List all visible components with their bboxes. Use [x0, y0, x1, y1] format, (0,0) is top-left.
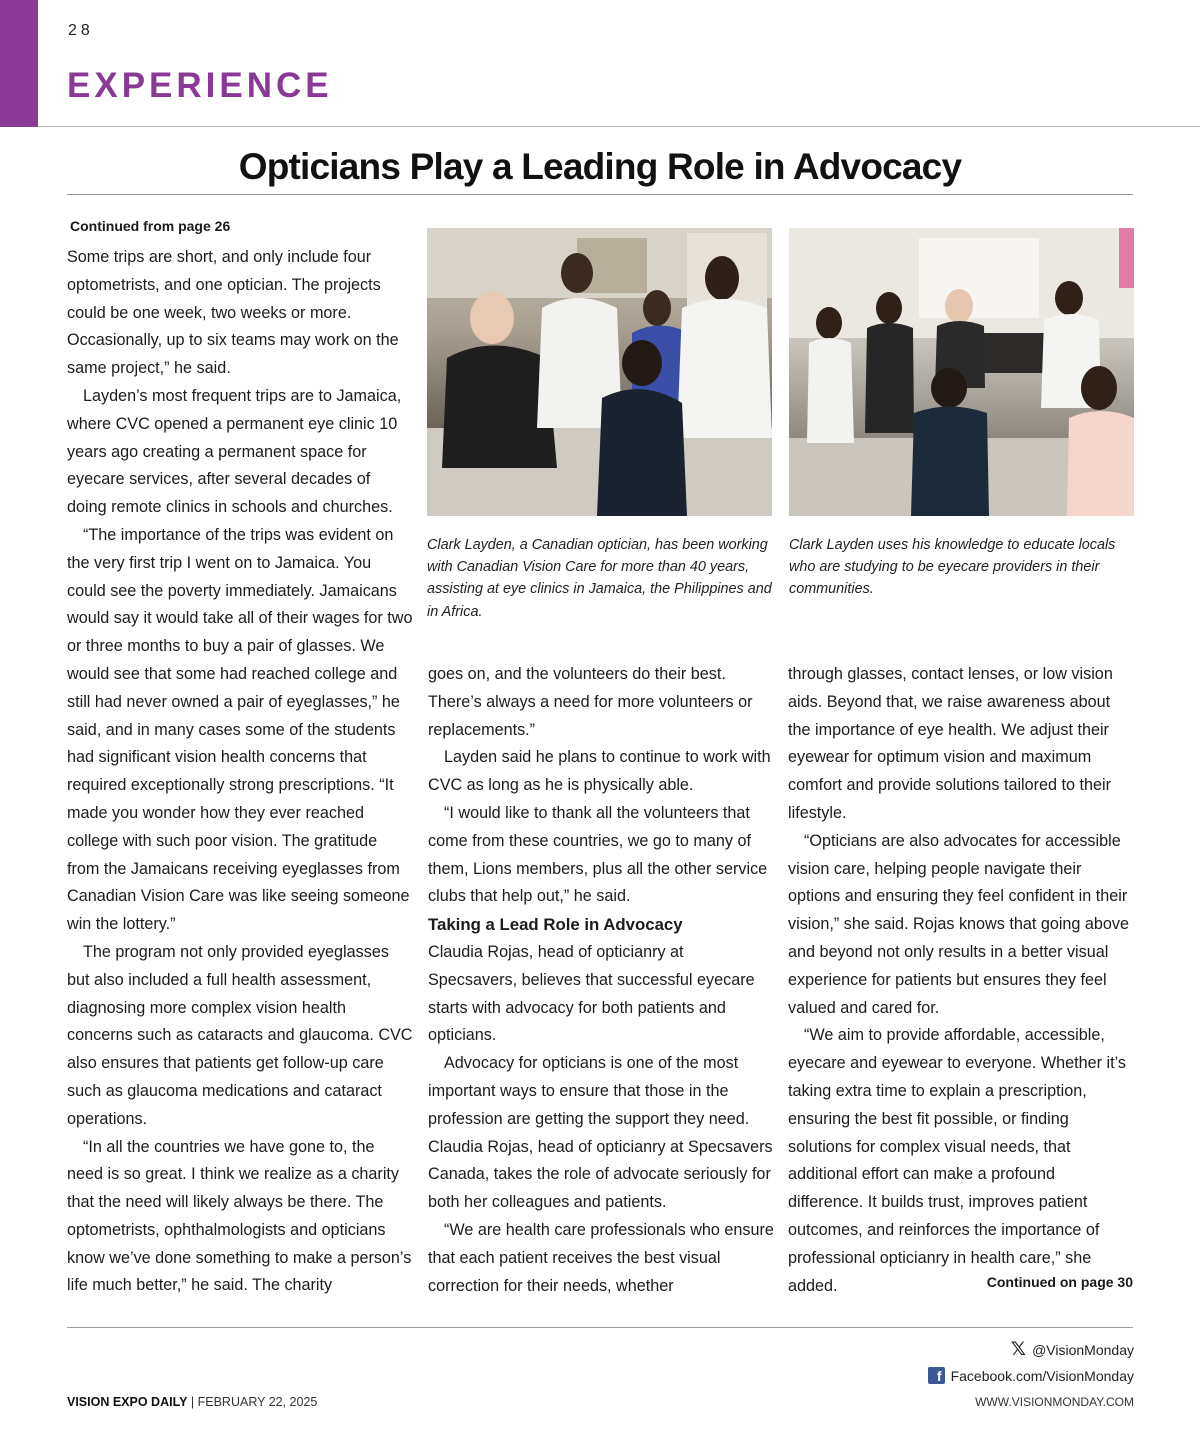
publication-line — [67, 1395, 317, 1409]
paragraph: Layden’s most frequent trips are to Jamaica, where CVC opened a permanent eye clinic 10 years ago creating a permanent space for eyecare services, after several decades of doing remote clinics in schools and churches. — [67, 386, 402, 517]
article-subhead: Taking a Lead Role in Advocacy — [428, 915, 683, 935]
paragraph: Some trips are short, and only include four optometrists, and one optician. The projects could be one week, two weeks or more. Occasionally, up to six teams may work on the same project,” he said. — [67, 248, 399, 378]
continued-from-note: Continued from page 26 — [70, 218, 231, 234]
continued-on-note: Continued on page 30 — [986, 1274, 1133, 1290]
paragraph: through glasses, contact lenses, or low vision aids. Beyond that, we raise awareness about the importance of eye health. We adjust their eyewear for optimum vision and maximum comfort and provide solutions tailored to their lifestyle. — [788, 665, 1113, 822]
paragraph: The program not only provided eyeglasses but also included a full health assessment, diagnosing more complex vision health concerns such as cataracts and glaucoma. CVC also ensures that patients get follow-up care such as glaucoma medications and cataract operations. — [67, 942, 413, 1128]
photo-caption-2: Clark Layden uses his knowledge to educate locals who are studying to be eyecare providers in their communities. — [789, 537, 1116, 598]
separator: | — [190, 1395, 198, 1409]
publication-date: FEBRUARY 22, 2025 — [197, 1395, 318, 1409]
article-column-1 — [67, 244, 413, 1300]
header-divider — [38, 126, 1200, 127]
website-link[interactable]: WWW.VISIONMONDAY.COM — [975, 1395, 1134, 1409]
paragraph: “The importance of the trips was evident on the very first trip I went on to Jamaica. You could see the poverty immediately. Jamaicans would say it would take all of their wages for two or three months to buy a pair of glasses. We would see that some had reached college and still had never owned a pair of eyeglasses,” he said, and in many cases some of the students had significant vision health concerns that required exceptionally strong prescriptions. “It made you wonder how they ever reached college with such poor vision. The gratitude from the Jamaicans receiving eyeglasses from Canadian Vision Care was like seeing someone win the lottery.” — [67, 525, 413, 934]
publication-name: VISION EXPO DAILY — [67, 1395, 188, 1409]
footer-divider — [67, 1327, 1133, 1328]
section-color-tab — [0, 0, 38, 127]
paragraph: goes on, and the volunteers do their best. There’s always a need for more volunteers or replacements.” — [428, 665, 753, 739]
paragraph: Claudia Rojas, head of opticianry at Specsavers, believes that successful eyecare starts with advocacy for both patients and opticians. — [428, 942, 755, 1045]
facebook-logo-icon: f — [928, 1367, 945, 1384]
section-title: EXPERIENCE — [67, 66, 333, 105]
article-column-3 — [788, 661, 1134, 1300]
paragraph: Layden said he plans to continue to work with CVC as long as he is physically able. — [428, 748, 771, 795]
article-headline: Opticians Play a Leading Role in Advocacy — [238, 146, 962, 187]
paragraph: “Opticians are also advocates for accessible vision care, helping people navigate their options and ensuring they feel confident in their vision,” she said. Rojas knows that going above and beyond not only results in a better visual experience for patients but ensures they feel valued and cared for. — [788, 831, 1130, 1017]
paragraph: “In all the countries we have gone to, the need is so great. I think we realize as a charity that the need will likely always be there. The optometrists, ophthalmologists and opticians know we’ve done something to make a person’s life much better,” he said. The charity — [67, 1137, 412, 1295]
page-number: 28 — [68, 22, 94, 39]
twitter-handle-text: @VisionMonday — [1032, 1342, 1134, 1358]
headline-divider — [67, 194, 1133, 195]
article-column-2 — [428, 661, 774, 1300]
paragraph: Advocacy for opticians is one of the most important ways to ensure that those in the profession are getting the support they need. Claudia Rojas, head of opticianry at Specsavers Canada, takes the role of advocate seriously for both her colleagues and patients. — [428, 1054, 773, 1212]
paragraph: “I would like to thank all the volunteers that come from these countries, we go to many of them, Lions members, plus all the other service clubs that help out,” he said. — [428, 803, 768, 906]
photo-layden-examining-patient — [427, 228, 772, 516]
paragraph: “We are health care professionals who ensure that each patient receives the best visual correction for their needs, whether — [428, 1220, 774, 1295]
photo-layden-teaching-students — [789, 228, 1134, 516]
photo-caption-1: Clark Layden, a Canadian optician, has been working with Canadian Vision Care for more than 40 years, assisting at eye clinics in Jamaica, the Philippines and in Africa. — [427, 537, 772, 620]
paragraph: “We aim to provide affordable, accessible, eyecare and eyewear to everyone. Whether it’s taking extra time to explain a prescription, ensuring the best fit possible, or finding solutions for complex visual needs, that additional effort can make a profound difference. It builds trust, improves patient outcomes, and reinforces the importance of professional opticianry in health care,” she added. — [788, 1026, 1127, 1295]
twitter-handle[interactable] — [1011, 1341, 1134, 1359]
x-logo-icon: 𝕏 — [1010, 1339, 1027, 1360]
facebook-link[interactable] — [928, 1367, 1134, 1384]
facebook-link-text: Facebook.com/VisionMonday — [950, 1367, 1134, 1384]
